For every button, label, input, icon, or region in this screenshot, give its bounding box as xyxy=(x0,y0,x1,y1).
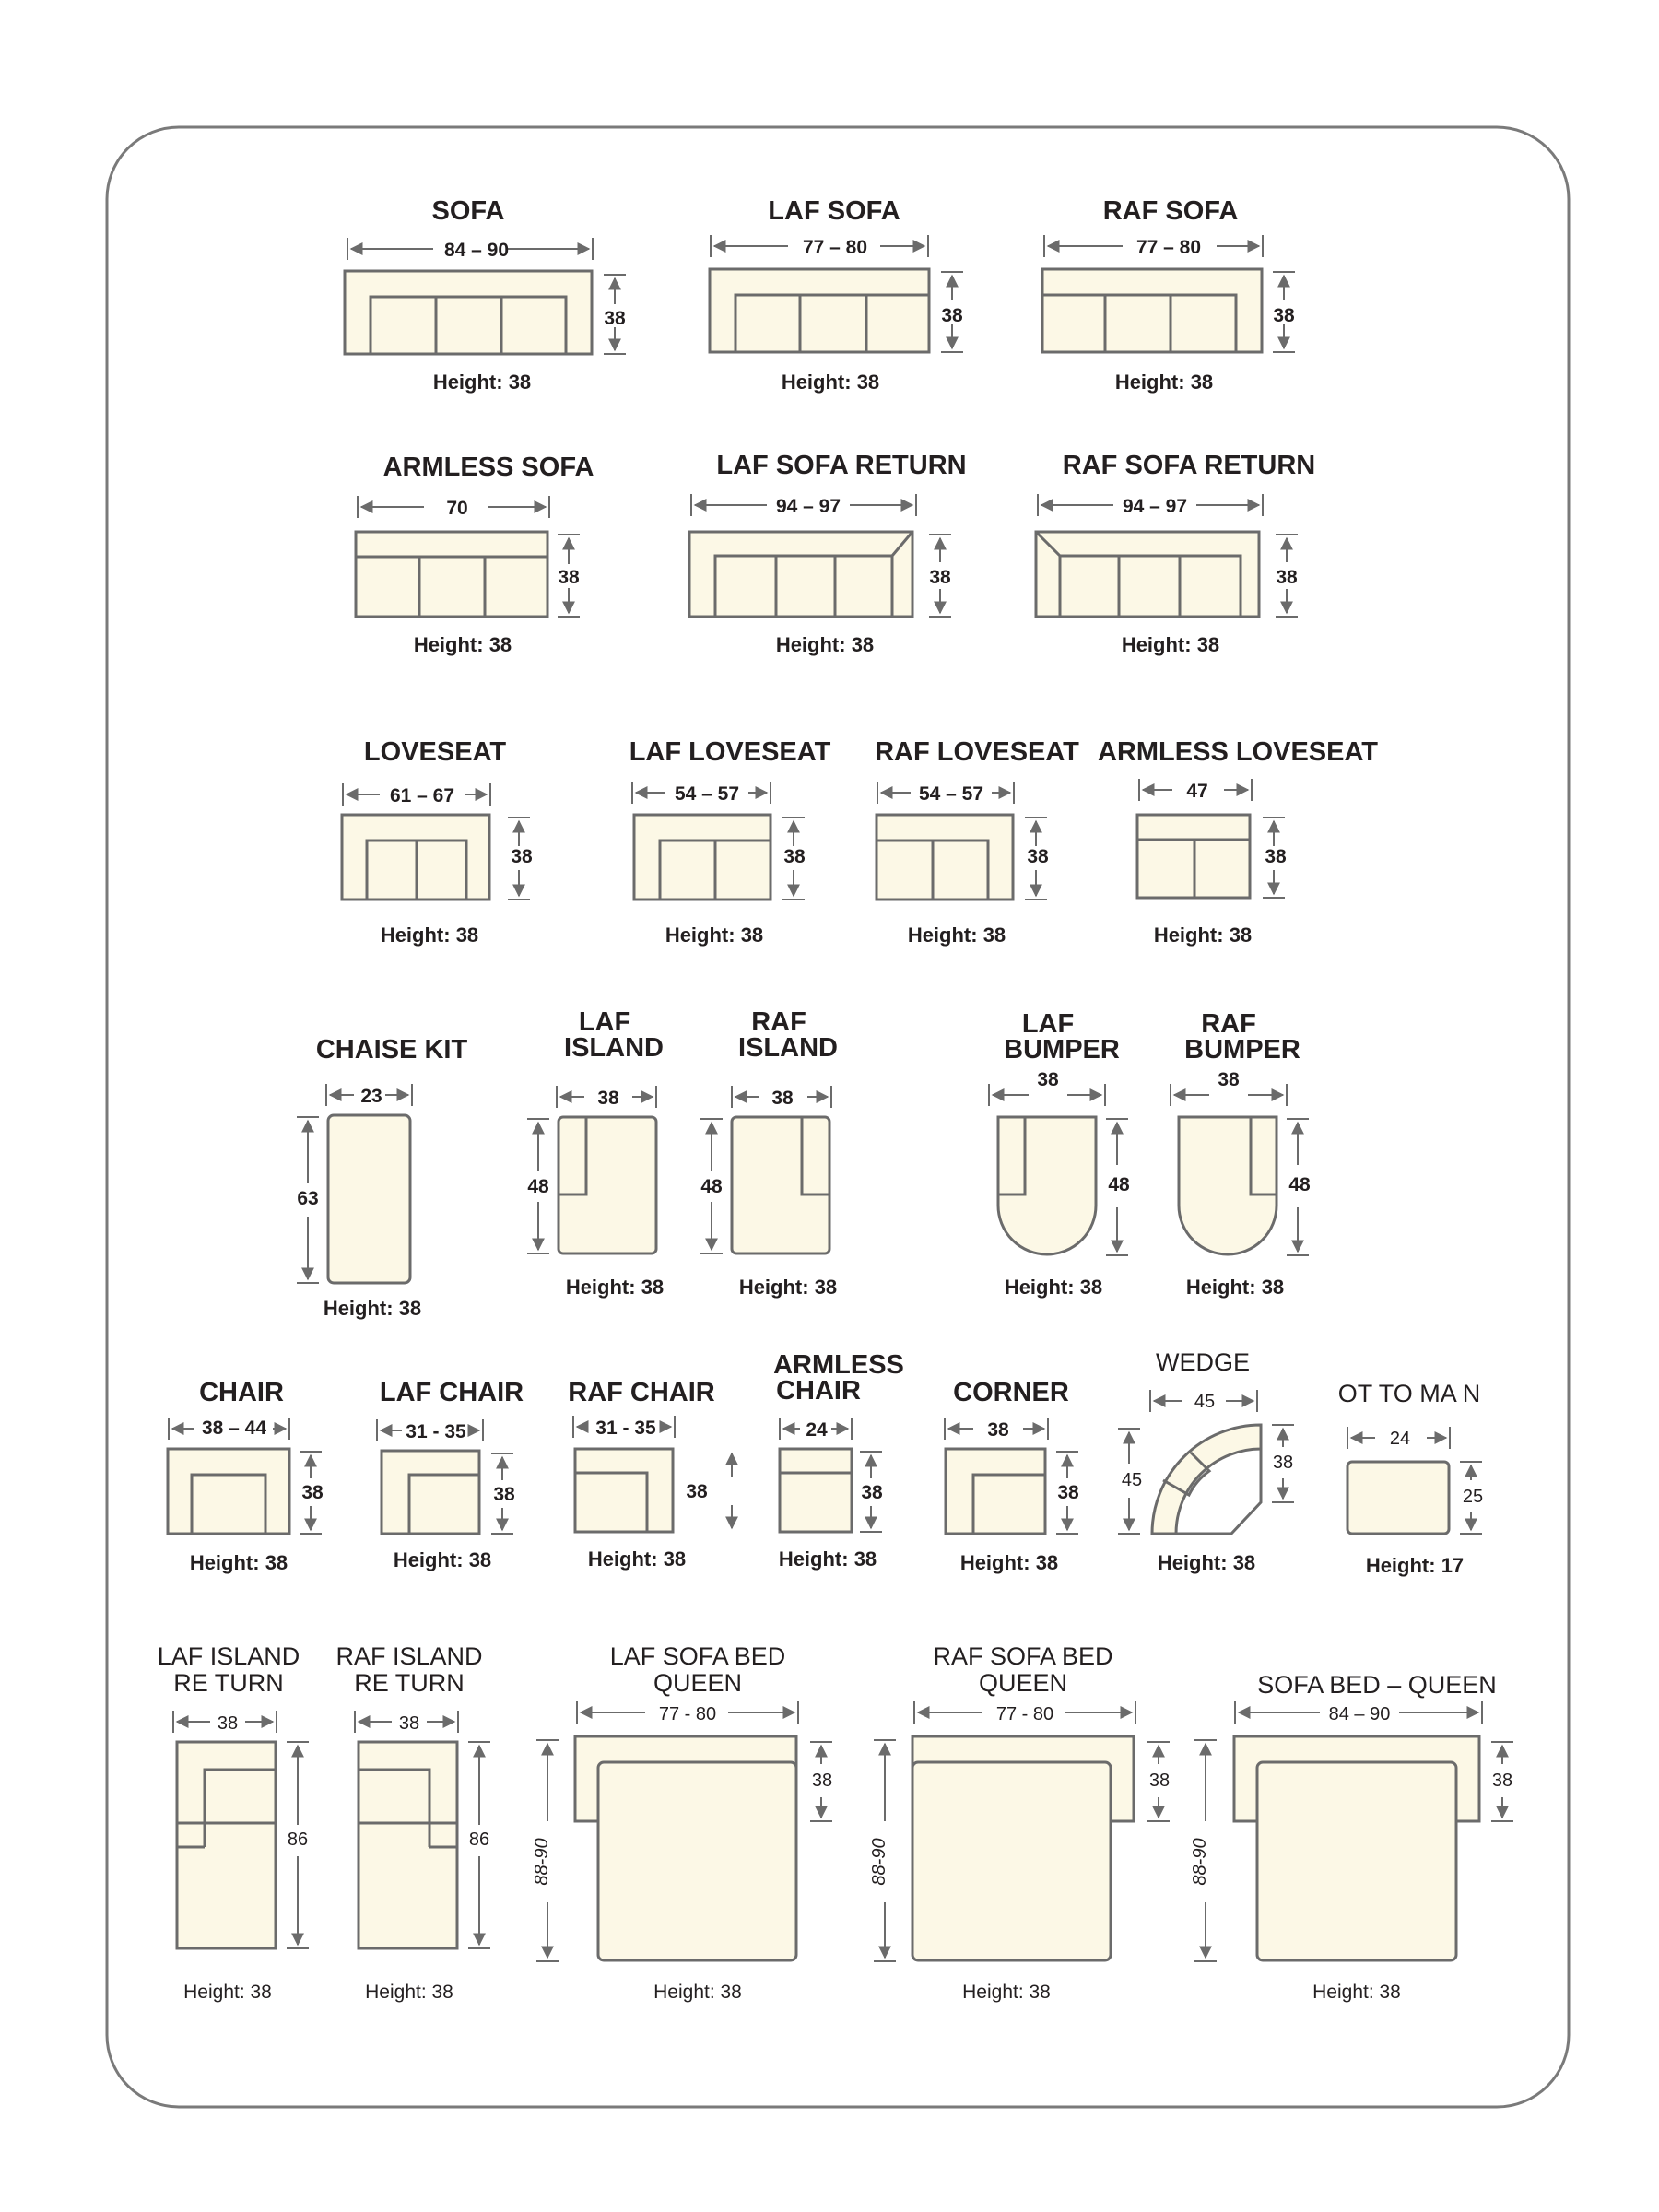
item-title: CORNER xyxy=(953,1378,1069,1407)
depth-label: 38 xyxy=(1491,1771,1513,1791)
height-label: Height: 38 xyxy=(587,1547,687,1571)
height-label: Height: 17 xyxy=(1365,1554,1465,1577)
width-label: 31 - 35 xyxy=(406,1421,466,1442)
item-title-line2: QUEEN xyxy=(653,1669,743,1697)
width-label: 38 xyxy=(771,1088,794,1109)
width-label: 84 – 90 xyxy=(1328,1704,1391,1724)
item-title: LAF CHAIR xyxy=(379,1378,524,1407)
width-label: 24 xyxy=(1389,1429,1411,1449)
depth-label: 38 xyxy=(929,567,951,588)
depth-label: 38 xyxy=(783,846,806,867)
item-title: SOFA xyxy=(431,196,505,226)
raf-island-return-shape xyxy=(359,1742,457,1948)
height-label: Height: 38 xyxy=(1153,924,1253,947)
height-label: Height: 38 xyxy=(1185,1276,1285,1299)
laf-island-return-shape xyxy=(177,1742,276,1948)
width-label: 54 – 57 xyxy=(918,783,984,805)
width-label: 38 xyxy=(398,1713,420,1734)
height-label: Height: 38 xyxy=(1114,371,1214,394)
laf-island-shape xyxy=(559,1117,656,1253)
width-label: 70 xyxy=(446,498,468,519)
item-title: LAF LOVESEAT xyxy=(629,737,831,767)
item-title: ARMLESS LOVESEAT xyxy=(1098,737,1378,767)
height-label: Height: 38 xyxy=(432,371,532,394)
length-label: 88-90 xyxy=(532,1838,552,1886)
height-label: Height: 38 xyxy=(781,371,880,394)
depth2-label: 38 xyxy=(1272,1453,1294,1473)
armless-chair-shape xyxy=(780,1449,852,1532)
raf-island-shape xyxy=(732,1117,830,1253)
height-label: Height: 38 xyxy=(393,1548,492,1571)
item-title: CHAIR xyxy=(199,1378,284,1407)
depth-label: 48 xyxy=(1108,1174,1130,1195)
height-label: Height: 38 xyxy=(962,1982,1051,2003)
raf-sofa-shape xyxy=(1042,269,1262,352)
depth-label: 86 xyxy=(468,1830,490,1850)
item-title: CHAISE KIT xyxy=(315,1035,468,1065)
height-label: Height: 38 xyxy=(1121,633,1220,656)
width-label: 31 - 35 xyxy=(595,1418,656,1439)
item-title: WEDGE xyxy=(1155,1348,1251,1376)
item-title-line1: RAF xyxy=(751,1007,806,1037)
width-label: 45 xyxy=(1194,1392,1216,1412)
depth-label: 45 xyxy=(1121,1470,1143,1490)
chair-shape xyxy=(168,1449,289,1534)
depth-label: 38 xyxy=(1057,1482,1079,1503)
width-label: 77 - 80 xyxy=(658,1704,717,1724)
item-title: SOFA BED – QUEEN xyxy=(1257,1671,1497,1699)
item-title-line1: LAF ISLAND xyxy=(157,1642,300,1670)
height-label: Height: 38 xyxy=(778,1547,877,1571)
width-label: 84 – 90 xyxy=(443,240,510,261)
width-label: 23 xyxy=(360,1086,382,1107)
height-label: Height: 38 xyxy=(183,1982,272,2003)
depth-label: 25 xyxy=(1462,1487,1484,1507)
height-label: Height: 38 xyxy=(653,1982,742,2003)
height-label: Height: 38 xyxy=(365,1982,453,2003)
depth-label: 38 xyxy=(1276,567,1298,588)
height-label: Height: 38 xyxy=(1312,1982,1401,2003)
width-label: 24 xyxy=(806,1419,828,1441)
width-label: 38 xyxy=(987,1419,1009,1441)
depth-label: 38 xyxy=(811,1771,833,1791)
width-label: 54 – 57 xyxy=(674,783,740,805)
item-title-line1: ARMLESS xyxy=(773,1350,904,1380)
depth-label: 38 xyxy=(1265,846,1287,867)
width-label: 94 – 97 xyxy=(1122,496,1188,517)
item-title-line2: CHAIR xyxy=(776,1376,861,1406)
depth-label: 38 xyxy=(301,1482,324,1503)
item-title-line1: RAF ISLAND xyxy=(335,1642,483,1670)
depth-label: 38 xyxy=(1148,1771,1171,1791)
raf-bumper-shape xyxy=(1179,1117,1277,1254)
width-label: 61 – 67 xyxy=(389,785,455,806)
depth-label: 38 xyxy=(1273,305,1295,326)
item-title: LOVESEAT xyxy=(363,737,507,767)
item-title: RAF SOFA xyxy=(1102,196,1239,226)
item-title-line1: LAF xyxy=(1021,1009,1075,1039)
item-title-line2: RE TURN xyxy=(354,1669,465,1697)
length-label: 88-90 xyxy=(869,1838,889,1886)
width-label: 38 xyxy=(217,1713,239,1734)
item-title: LAF SOFA RETURN xyxy=(716,451,967,480)
width-label: 77 – 80 xyxy=(802,237,868,258)
height-label: Height: 38 xyxy=(1004,1276,1103,1299)
depth-label: 48 xyxy=(1288,1174,1311,1195)
height-label: Height: 38 xyxy=(738,1276,838,1299)
item-title-line2: BUMPER xyxy=(1004,1035,1120,1065)
item-title-line1: LAF SOFA BED xyxy=(609,1642,786,1670)
chaise-kit-shape xyxy=(328,1115,410,1283)
height-label: Height: 38 xyxy=(565,1276,665,1299)
raf-sofa-return-shape xyxy=(1036,532,1259,617)
item-title: RAF SOFA RETURN xyxy=(1062,451,1316,480)
width-label: 38 xyxy=(1218,1069,1240,1090)
height-label: Height: 38 xyxy=(959,1551,1059,1574)
raf-loveseat-shape xyxy=(877,815,1013,900)
item-title-line1: LAF xyxy=(578,1007,631,1037)
laf-bumper-shape xyxy=(998,1117,1096,1254)
ottoman-shape xyxy=(1347,1462,1449,1534)
item-title: LAF SOFA xyxy=(768,196,900,226)
height-label: Height: 38 xyxy=(907,924,1006,947)
height-label: Height: 38 xyxy=(1157,1551,1256,1574)
item-title: OT TO MA N xyxy=(1337,1380,1481,1407)
height-label: Height: 38 xyxy=(775,633,875,656)
raf-sofa-bed-mattress xyxy=(912,1762,1111,1960)
laf-chair-shape xyxy=(382,1451,479,1534)
laf-sofa-return-shape xyxy=(689,532,912,617)
sofa-bed-mattress xyxy=(1257,1762,1456,1960)
depth-label: 38 xyxy=(511,846,533,867)
length-label: 88-90 xyxy=(1190,1838,1210,1886)
armless-sofa-shape xyxy=(356,532,547,617)
height-label: Height: 38 xyxy=(323,1297,422,1320)
width-label: 38 – 44 xyxy=(201,1418,267,1439)
laf-loveseat-shape xyxy=(634,815,771,900)
item-title: ARMLESS SOFA xyxy=(382,453,594,482)
depth-label: 48 xyxy=(700,1176,723,1197)
height-label: Height: 38 xyxy=(189,1551,288,1574)
depth-label: 38 xyxy=(604,308,626,329)
item-title-line2: BUMPER xyxy=(1184,1035,1300,1065)
height-label: Height: 38 xyxy=(665,924,764,947)
item-title-line1: RAF SOFA BED xyxy=(933,1642,1113,1670)
item-title-line2: ISLAND xyxy=(564,1033,664,1063)
item-title: RAF LOVESEAT xyxy=(875,737,1079,767)
item-title-line1: RAF xyxy=(1201,1009,1256,1039)
sofa-shape xyxy=(345,271,592,354)
item-title-line2: ISLAND xyxy=(738,1033,838,1063)
raf-chair-shape xyxy=(575,1449,673,1532)
depth-label: 38 xyxy=(686,1481,708,1502)
width-label: 77 – 80 xyxy=(1135,237,1202,258)
depth-label: 38 xyxy=(493,1484,515,1505)
depth-label: 38 xyxy=(1027,846,1049,867)
item-title-line2: QUEEN xyxy=(978,1669,1068,1697)
item-title-line2: RE TURN xyxy=(173,1669,284,1697)
width-label: 47 xyxy=(1186,781,1208,802)
height-label: Height: 38 xyxy=(380,924,479,947)
item-title: RAF CHAIR xyxy=(568,1378,715,1407)
depth-label: 38 xyxy=(941,305,963,326)
laf-sofa-shape xyxy=(710,269,929,352)
width-label: 38 xyxy=(597,1088,619,1109)
width-label: 94 – 97 xyxy=(775,496,841,517)
corner-shape xyxy=(946,1449,1045,1534)
depth-label: 86 xyxy=(287,1830,309,1850)
depth-label: 63 xyxy=(297,1188,319,1209)
laf-sofa-bed-mattress xyxy=(598,1762,796,1960)
width-label: 38 xyxy=(1037,1069,1059,1090)
height-label: Height: 38 xyxy=(413,633,512,656)
depth-label: 38 xyxy=(558,567,580,588)
width-label: 77 - 80 xyxy=(995,1704,1054,1724)
depth-label: 38 xyxy=(861,1482,883,1503)
depth-label: 48 xyxy=(527,1176,549,1197)
